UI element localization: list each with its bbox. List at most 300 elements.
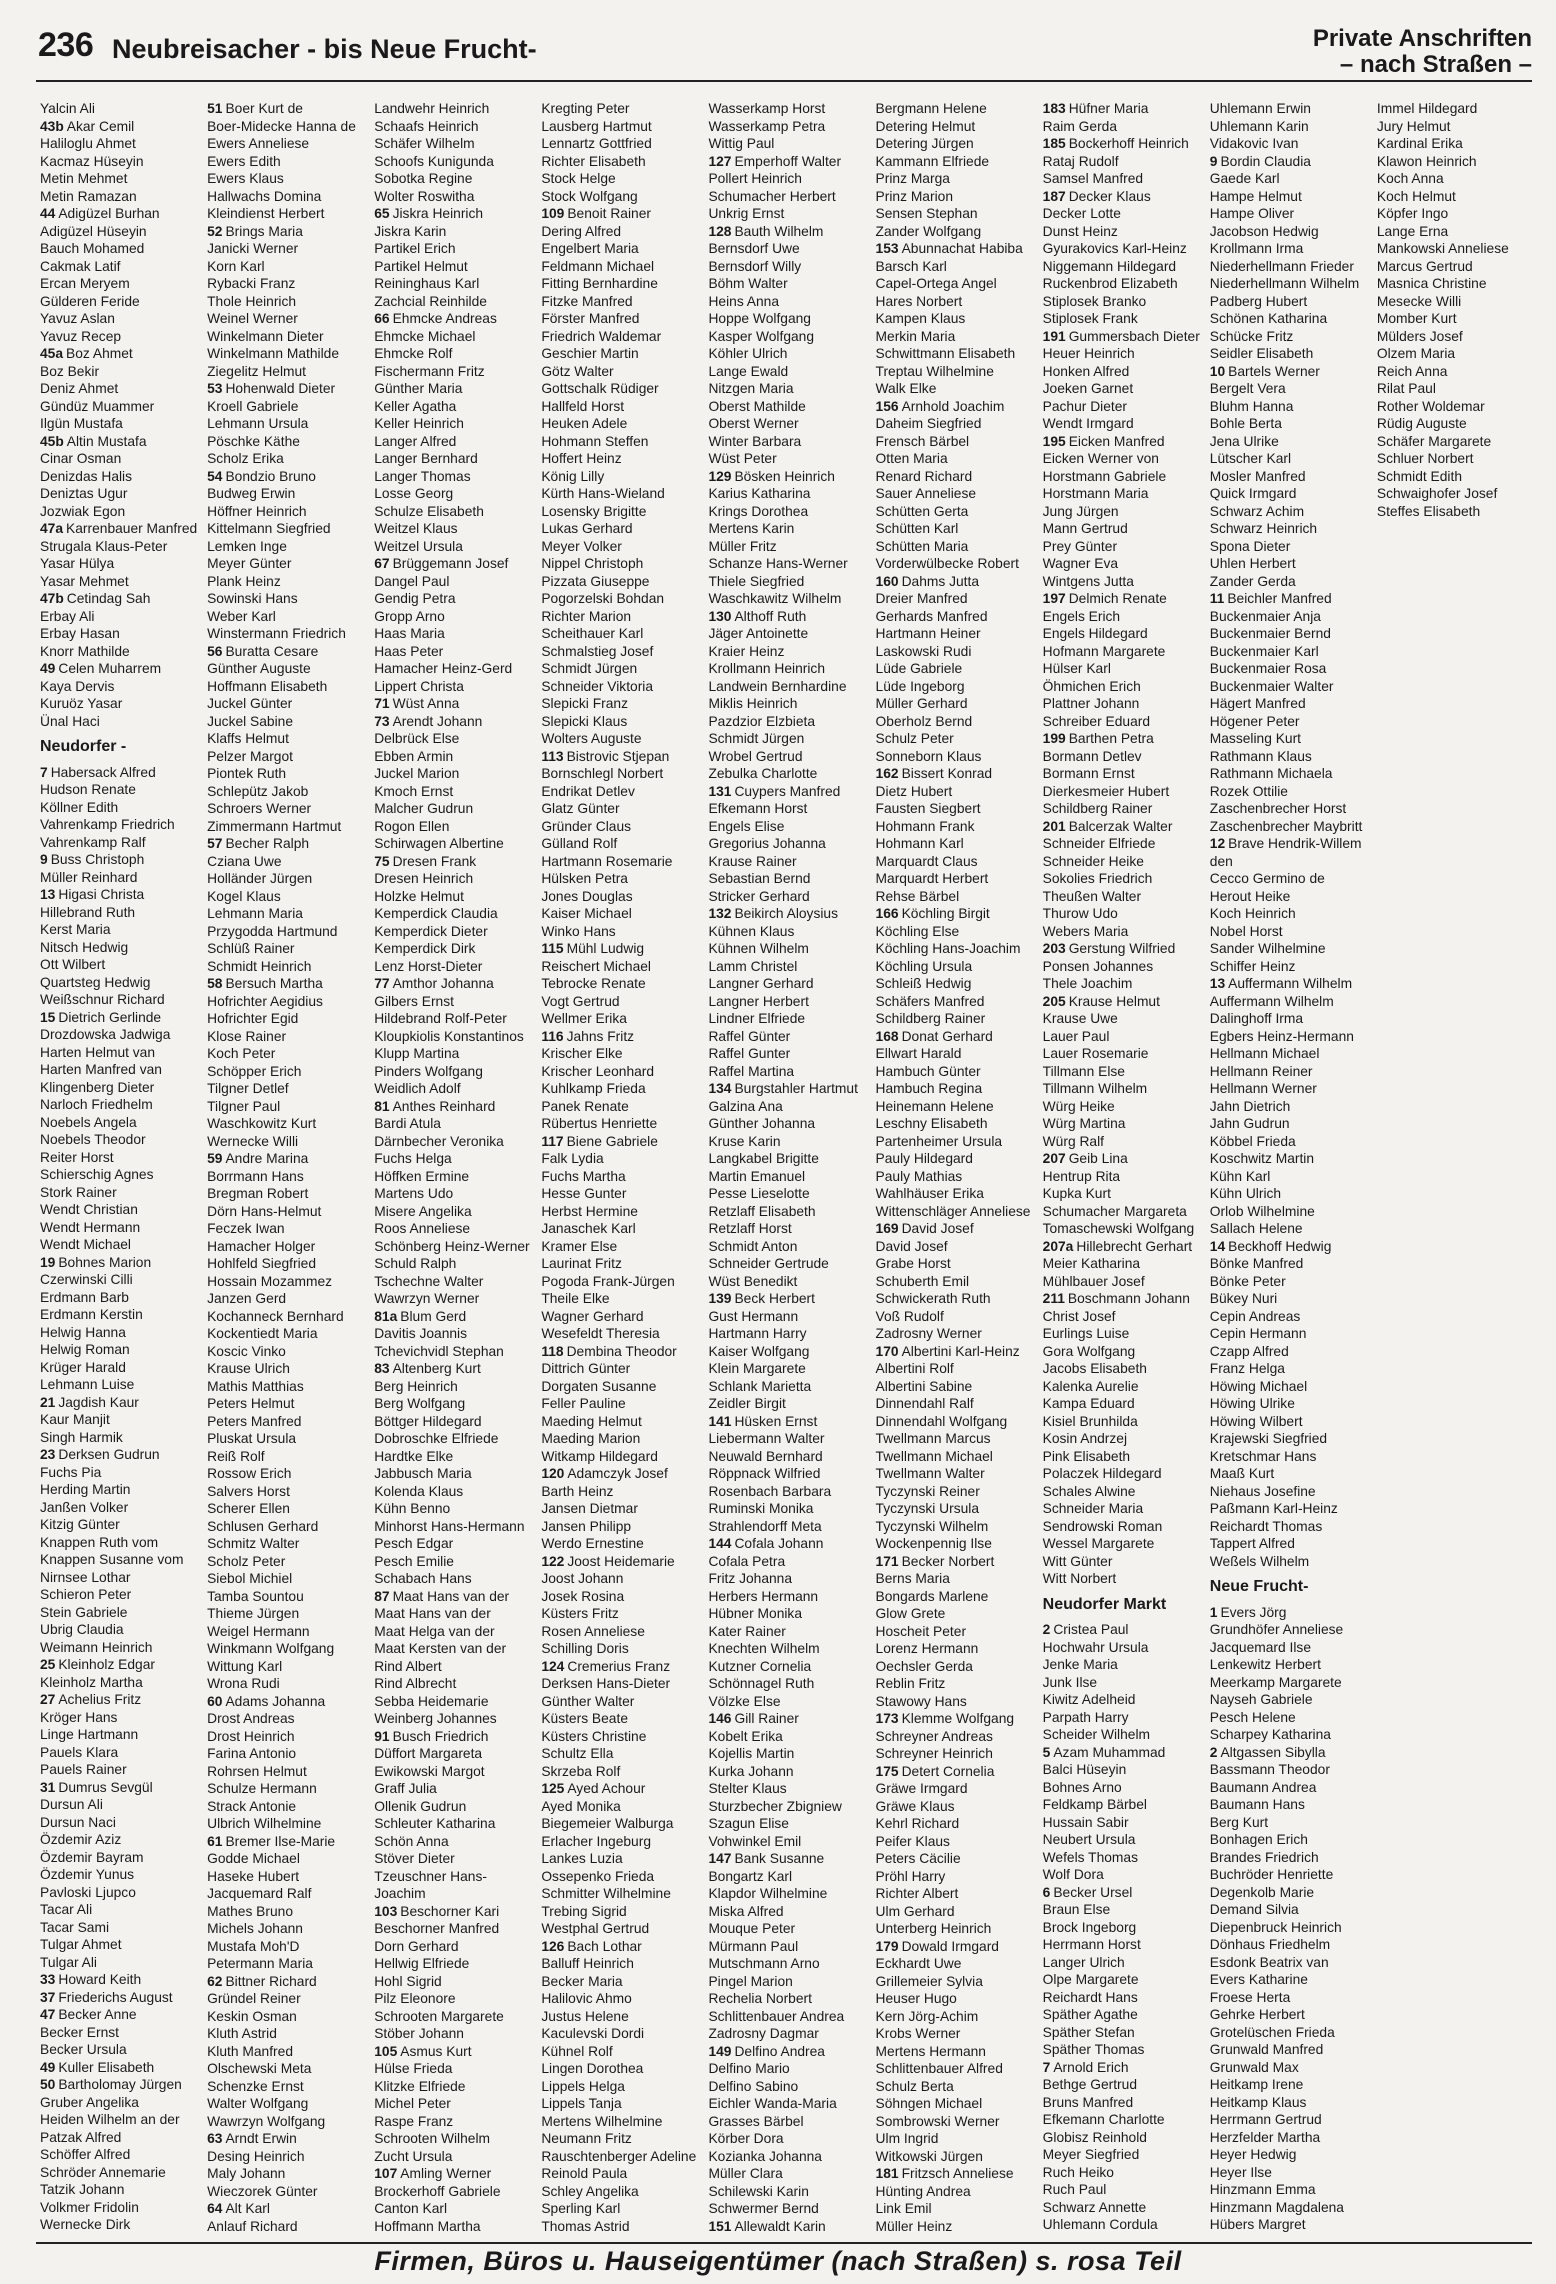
resident-name: Berg Wolfgang — [374, 1396, 466, 1411]
resident-name: Kuhlkamp Frieda — [541, 1081, 646, 1096]
directory-entry — [40, 869, 199, 887]
directory-entry — [207, 1745, 366, 1763]
directory-entry — [207, 923, 366, 941]
directory-entry — [40, 1026, 199, 1044]
directory-entry — [876, 1238, 1035, 1256]
directory-entry — [207, 1973, 366, 1991]
resident-name: Lingen Dorothea — [541, 2061, 644, 2076]
directory-entry — [40, 188, 199, 206]
resident-name: Fitting Bernhardine — [541, 276, 658, 291]
directory-entry — [1043, 800, 1202, 818]
resident-name: Maat Helga van der — [374, 1623, 495, 1639]
directory-entry — [1210, 608, 1369, 626]
directory-entry — [708, 1360, 867, 1378]
resident-name: Cziana Uwe — [207, 853, 282, 869]
resident-name: Mathes Bruno — [207, 1903, 294, 1919]
resident-name: Knorr Mathilde — [40, 643, 130, 659]
resident-name: Tacar Ali — [40, 1902, 93, 1917]
directory-entry — [374, 1150, 533, 1168]
resident-name: Klose Rainer — [207, 1028, 287, 1044]
directory-entry — [876, 1203, 1035, 1221]
resident-name: Grasses Bärbel — [708, 2113, 804, 2129]
directory-entry — [876, 1588, 1035, 1606]
resident-name: Kleinholz Edgar — [58, 1657, 155, 1672]
directory-entry — [876, 2113, 1035, 2131]
resident-name: Adamczyk Josef — [567, 1466, 668, 1481]
resident-name: Wittung Karl — [207, 1658, 283, 1674]
directory-entry — [1377, 450, 1536, 468]
directory-entry — [876, 818, 1035, 836]
resident-name: Lauer Paul — [1042, 1028, 1110, 1044]
directory-entry — [40, 345, 199, 363]
resident-name: Schoofs Kunigunda — [374, 153, 494, 169]
resident-name: Tacar Sami — [40, 1919, 110, 1935]
resident-name: Schlepütz Jakob — [207, 783, 309, 799]
directory-entry — [541, 1815, 700, 1833]
directory-entry — [541, 975, 700, 993]
resident-name: Reinold Paula — [541, 2166, 628, 2181]
resident-name: Müller Gerhard — [875, 696, 968, 711]
directory-entry — [541, 1028, 700, 1046]
directory-entry — [374, 205, 533, 223]
directory-entry — [1043, 1080, 1202, 1098]
resident-name: Schultz Ella — [541, 1746, 614, 1761]
directory-entry — [541, 328, 700, 346]
directory-entry — [1043, 2024, 1202, 2042]
resident-name: Uhlen Herbert — [1209, 556, 1296, 571]
resident-name: Wernecke Dirk — [40, 2217, 131, 2232]
house-number: 1 — [1209, 1604, 1218, 1620]
house-number: 120 — [541, 1466, 565, 1481]
resident-name: Hochwahr Ursula — [1042, 1639, 1149, 1655]
house-number: 141 — [708, 1413, 732, 1429]
resident-name: Kluth Astrid — [207, 2026, 277, 2041]
resident-name: Reiter Horst — [40, 1149, 114, 1165]
resident-name: Gerhards Manfred — [875, 608, 988, 624]
directory-entry — [207, 573, 366, 591]
resident-name: Drozdowska Jadwiga — [40, 1027, 171, 1042]
resident-name: Gyurakovics Karl-Heinz — [1042, 241, 1187, 256]
directory-entry — [40, 1971, 199, 1989]
directory-entry — [1043, 765, 1202, 783]
resident-name: Meyer Günter — [207, 556, 292, 571]
resident-name: Jung Jürgen — [1042, 503, 1119, 519]
resident-name: Lukas Gerhard — [541, 521, 633, 536]
resident-name: Derksen Gudrun — [58, 1447, 160, 1462]
directory-entry — [541, 2148, 700, 2166]
directory-entry — [541, 1343, 700, 1361]
directory-entry — [876, 1745, 1035, 1763]
resident-name: Gora Wolfgang — [1042, 1343, 1136, 1359]
resident-name: Westphal Gertrud — [541, 1921, 650, 1936]
resident-name: Kaiser Wolfgang — [708, 1343, 810, 1359]
directory-entry — [541, 450, 700, 468]
resident-name: Wessel Margarete — [1042, 1536, 1155, 1551]
resident-name: Krollmann Heinrich — [708, 661, 825, 676]
directory-entry — [876, 853, 1035, 871]
resident-name: Wendt Christian — [40, 1202, 138, 1217]
resident-name: Reblin Fritz — [875, 1676, 946, 1691]
directory-entry — [374, 1028, 533, 1046]
resident-name: Reichardt Thomas — [1209, 1518, 1323, 1534]
directory-entry — [1210, 1238, 1369, 1256]
directory-entry — [876, 1483, 1035, 1501]
directory-entry — [541, 1413, 700, 1431]
directory-entry — [207, 1990, 366, 2008]
directory-entry — [876, 1850, 1035, 1868]
directory-entry — [207, 765, 366, 783]
resident-name: Cetindag Sah — [66, 591, 151, 606]
directory-entry — [1210, 1063, 1369, 1081]
resident-name: Stelter Klaus — [708, 1781, 787, 1796]
directory-entry — [1377, 293, 1536, 311]
resident-name: Zeidler Birgit — [708, 1396, 786, 1411]
directory-entry — [207, 2165, 366, 2183]
resident-name: Hampe Oliver — [1209, 206, 1295, 221]
directory-entry — [1043, 1691, 1202, 1709]
resident-name: Joost Heidemarie — [567, 1553, 675, 1569]
house-number: 105 — [374, 2043, 398, 2059]
directory-entry — [40, 1149, 199, 1167]
directory-entry — [876, 520, 1035, 538]
resident-name: Heyer Ilse — [1209, 2164, 1272, 2180]
resident-name: Ubrig Claudia — [40, 1622, 124, 1637]
resident-name: Lehmann Ursula — [207, 416, 309, 431]
resident-name: Anthes Reinhard — [392, 1098, 496, 1114]
directory-entry — [207, 1868, 366, 1886]
directory-entry — [40, 2111, 199, 2129]
directory-entry — [1043, 643, 1202, 661]
resident-name: Schlusen Gerhard — [207, 1518, 319, 1534]
directory-entry — [40, 834, 199, 852]
house-number: 25 — [40, 1657, 56, 1672]
resident-name: Kühnen Klaus — [708, 923, 795, 939]
resident-name: Scharpey Katharina — [1209, 1727, 1331, 1742]
resident-name: Davitis Joannis — [374, 1326, 468, 1341]
resident-name: Skrzeba Rolf — [541, 1763, 621, 1779]
resident-name: Ayed Monika — [541, 1798, 621, 1814]
resident-name: Lenz Horst-Dieter — [374, 958, 483, 974]
resident-name: Rilat Paul — [1376, 381, 1436, 396]
directory-entry — [541, 1570, 700, 1588]
resident-name: Strack Antonie — [207, 1798, 297, 1814]
resident-name: Baumann Andrea — [1209, 1779, 1317, 1795]
resident-name: Gendig Petra — [374, 591, 456, 606]
resident-name: Buss Christoph — [50, 852, 145, 867]
resident-name: Wüst Peter — [708, 451, 777, 466]
resident-name: Buckenmaier Bernd — [1209, 626, 1331, 641]
resident-name: Kosin Andrzej — [1042, 1431, 1128, 1446]
directory-entry — [207, 223, 366, 241]
resident-name: Schreyner Andreas — [875, 1728, 993, 1744]
directory-entry — [708, 1483, 867, 1501]
resident-name: Kittelmann Siegfried — [207, 521, 331, 536]
directory-entry — [708, 1063, 867, 1081]
directory-entry — [541, 2218, 700, 2236]
resident-name: Schmidt Anton — [708, 1238, 798, 1254]
resident-name: Zachcial Reinhilde — [374, 293, 487, 309]
resident-name: Hildebrand Rolf-Peter — [374, 1011, 507, 1026]
resident-name: Diepenbruck Heinrich — [1209, 1919, 1342, 1935]
resident-name: Lange Ewald — [708, 363, 789, 379]
resident-name: Günther Maria — [374, 381, 463, 396]
directory-entry — [40, 328, 199, 346]
resident-name: Gründel Reiner — [207, 1991, 301, 2006]
directory-entry — [541, 1378, 700, 1396]
directory-entry — [374, 870, 533, 888]
directory-entry — [207, 2008, 366, 2026]
resident-name: Horstmann Gabriele — [1042, 468, 1167, 484]
house-number: 139 — [708, 1291, 732, 1306]
resident-name: Boer-Midecke Hanna de — [207, 118, 356, 134]
directory-entry — [374, 958, 533, 976]
resident-name: Grotelüschen Frieda — [1209, 2024, 1335, 2040]
resident-name: Barth Heinz — [541, 1483, 614, 1499]
directory-entry — [374, 1465, 533, 1483]
resident-name: Capel-Ortega Angel — [875, 276, 997, 291]
resident-name: Dunst Heinz — [1042, 223, 1118, 239]
resident-name: Hellmann Reiner — [1209, 1063, 1313, 1079]
directory-entry — [541, 398, 700, 416]
resident-name: Budweg Erwin — [207, 486, 296, 501]
resident-name: Weber Karl — [207, 608, 276, 624]
resident-name: Eicken Manfred — [1068, 433, 1165, 449]
resident-name: Pöschke Käthe — [207, 433, 300, 449]
house-number: 11 — [1209, 591, 1225, 606]
directory-entry — [1043, 1045, 1202, 1063]
directory-entry — [541, 1518, 700, 1536]
directory-entry — [40, 1236, 199, 1254]
resident-name: Haliloglu Ahmet — [40, 136, 136, 151]
directory-entry — [708, 958, 867, 976]
resident-name: Prinz Marga — [875, 171, 950, 186]
resident-name: Ilgün Mustafa — [40, 416, 123, 431]
resident-name: Pazdzior Elzbieta — [708, 713, 816, 729]
directory-entry — [876, 678, 1035, 696]
house-number: 91 — [374, 1728, 390, 1744]
directory-entry — [876, 2008, 1035, 2026]
resident-name: Koscic Vinko — [207, 1343, 286, 1359]
resident-name: Zadrosny Dagmar — [708, 2026, 819, 2041]
resident-name: Pogorzelski Bohdan — [541, 591, 665, 606]
resident-name: Schulze Elisabeth — [374, 503, 484, 519]
directory-entry — [40, 799, 199, 817]
directory-entry — [876, 1990, 1035, 2008]
resident-name: Kühn Ulrich — [1209, 1186, 1282, 1201]
resident-name: Schales Alwine — [1042, 1483, 1136, 1499]
directory-entry — [541, 520, 700, 538]
directory-entry — [374, 1395, 533, 1413]
resident-name: Minhorst Hans-Hermann — [374, 1518, 525, 1534]
resident-name: Frensch Bärbel — [875, 433, 970, 449]
resident-name: Kleinholz Martha — [40, 1674, 143, 1690]
directory-entry — [708, 1623, 867, 1641]
directory-entry — [40, 1639, 199, 1657]
directory-entry — [708, 2043, 867, 2061]
directory-entry — [1043, 1150, 1202, 1168]
resident-name: Lausberg Hartmut — [541, 118, 652, 134]
directory-entry — [374, 538, 533, 556]
resident-name: Tebrocke Renate — [541, 976, 646, 991]
directory-entry — [541, 1745, 700, 1763]
directory-entry — [374, 1605, 533, 1623]
resident-name: Rosen Anneliese — [541, 1623, 645, 1639]
directory-entry — [1210, 1604, 1369, 1622]
resident-name: Tatzik Johann — [40, 2182, 125, 2197]
resident-name: Emperhoff Walter — [734, 153, 842, 169]
directory-entry — [876, 643, 1035, 661]
resident-name: Jacobs Elisabeth — [1042, 1361, 1147, 1376]
directory-entry — [40, 1044, 199, 1062]
resident-name: Weigel Hermann — [207, 1623, 310, 1639]
resident-name: Dorn Gerhard — [374, 1938, 459, 1954]
directory-entry — [708, 678, 867, 696]
directory-entry — [40, 1831, 199, 1849]
directory-entry — [374, 223, 533, 241]
resident-name: Marquardt Claus — [875, 853, 978, 869]
directory-entry — [40, 1359, 199, 1377]
resident-name: Schneider Maria — [1042, 1501, 1144, 1516]
directory-entry — [541, 1360, 700, 1378]
resident-name: Steffes Elisabeth — [1376, 503, 1481, 519]
resident-name: Schäfer Margarete — [1376, 433, 1492, 449]
house-number: 149 — [708, 2043, 732, 2059]
directory-entry — [708, 1500, 867, 1518]
directory-entry — [1210, 2111, 1369, 2129]
house-number: 122 — [541, 1553, 565, 1569]
directory-entry — [207, 1658, 366, 1676]
directory-entry — [876, 800, 1035, 818]
resident-name: Schuberth Emil — [875, 1273, 970, 1289]
resident-name: Graff Julia — [374, 1781, 437, 1796]
resident-name: Jones Douglas — [541, 888, 633, 904]
directory-entry — [708, 1990, 867, 2008]
directory-entry — [708, 643, 867, 661]
directory-entry — [876, 555, 1035, 573]
house-number: 77 — [374, 976, 390, 991]
resident-name: Treptau Wilhelmine — [875, 363, 994, 379]
directory-entry — [1210, 415, 1369, 433]
directory-entry — [374, 2218, 533, 2236]
directory-entry — [876, 503, 1035, 521]
resident-name: Schleuter Katharina — [374, 1816, 496, 1831]
resident-name: Dahms Jutta — [901, 573, 980, 589]
directory-entry — [708, 1518, 867, 1536]
directory-entry — [876, 2183, 1035, 2201]
directory-entry — [1210, 1989, 1369, 2007]
directory-entry — [1210, 1901, 1369, 1919]
resident-name: Blum Gerd — [400, 1308, 467, 1324]
directory-entry — [876, 1378, 1035, 1396]
directory-entry — [1043, 2199, 1202, 2217]
directory-entry — [1210, 800, 1369, 818]
resident-name: Miska Alfred — [708, 1903, 784, 1919]
resident-name: Bondzio Bruno — [225, 468, 316, 484]
directory-entry — [40, 590, 199, 608]
directory-entry — [374, 2095, 533, 2113]
resident-name: Schöffer Alfred — [40, 2147, 131, 2162]
resident-name: Buckenmaier Anja — [1209, 608, 1321, 624]
resident-name: Pauels Klara — [40, 1744, 119, 1760]
directory-entry — [207, 2183, 366, 2201]
resident-name: Fitzke Manfred — [541, 293, 633, 309]
resident-name: Tillmann Else — [1042, 1063, 1125, 1079]
resident-name: Amthor Johanna — [392, 976, 494, 991]
resident-name: Pilz Eleonore — [374, 1991, 456, 2006]
resident-name: Cristea Paul — [1053, 1622, 1129, 1637]
resident-name: Grillemeier Sylvia — [875, 1973, 983, 1989]
directory-entry — [207, 678, 366, 696]
resident-name: Hülsken Petra — [541, 871, 628, 886]
directory-entry — [1210, 870, 1369, 888]
directory-entry — [708, 2200, 867, 2218]
resident-name: Kmoch Ernst — [374, 783, 454, 799]
directory-entry — [876, 1115, 1035, 1133]
resident-name: Przygodda Hartmund — [207, 923, 338, 939]
resident-name: Weidlich Adolf — [374, 1081, 461, 1096]
resident-name: Froese Herta — [1209, 1989, 1291, 2005]
house-number: 2 — [1209, 1744, 1218, 1760]
resident-name: Cofala Johann — [734, 1536, 824, 1551]
directory-entry — [1210, 2094, 1369, 2112]
resident-name: Pauly Mathias — [875, 1168, 963, 1184]
resident-name: Becker Ursula — [40, 2042, 127, 2057]
resident-name: Koch Heinrich — [1209, 906, 1296, 921]
directory-entry — [207, 450, 366, 468]
directory-entry — [1043, 625, 1202, 643]
resident-name: Hünting Andrea — [875, 2183, 971, 2199]
house-number: 124 — [541, 1658, 565, 1674]
directory-entry — [207, 1185, 366, 1203]
resident-name: Krajewski Siegfried — [1209, 1431, 1328, 1446]
house-number: 57 — [207, 836, 223, 851]
directory-entry — [1043, 1465, 1202, 1483]
directory-entry — [1210, 940, 1369, 958]
resident-name: Decker Lotte — [1042, 206, 1121, 221]
resident-name: Sowinski Hans — [207, 591, 298, 606]
directory-entry — [708, 1290, 867, 1308]
resident-name: Efkemann Charlotte — [1042, 2112, 1165, 2127]
directory-entry — [876, 293, 1035, 311]
directory-entry — [374, 573, 533, 591]
directory-entry — [1043, 2006, 1202, 2024]
directory-entry — [541, 100, 700, 118]
resident-name: Jury Helmut — [1376, 118, 1451, 134]
resident-name: Joeken Garnet — [1042, 381, 1134, 396]
resident-name: Hohl Sigrid — [374, 1973, 442, 1989]
directory-entry — [1043, 433, 1202, 451]
house-number: 195 — [1042, 433, 1066, 449]
resident-name: Hoffert Heinz — [541, 451, 622, 466]
resident-name: Jansen Dietmar — [541, 1501, 638, 1516]
directory-entry — [876, 870, 1035, 888]
resident-name: Götz Walter — [541, 363, 614, 379]
directory-entry — [207, 1798, 366, 1816]
resident-name: Reiß Rolf — [207, 1448, 265, 1464]
directory-entry — [40, 1761, 199, 1779]
resident-name: Kolenda Klaus — [374, 1483, 464, 1499]
directory-entry — [708, 1255, 867, 1273]
directory-entry — [1210, 1796, 1369, 1814]
resident-name: Herbers Hermann — [708, 1588, 819, 1604]
directory-entry — [876, 1728, 1035, 1746]
resident-name: Körber Dora — [708, 2131, 784, 2146]
resident-name: Dembina Theodor — [566, 1343, 677, 1359]
directory-entry — [1210, 1553, 1369, 1571]
resident-name: Dittrich Günter — [541, 1361, 631, 1376]
resident-name: Ruckenbrod Elizabeth — [1042, 276, 1178, 291]
resident-name: Mülders Josef — [1376, 328, 1463, 344]
